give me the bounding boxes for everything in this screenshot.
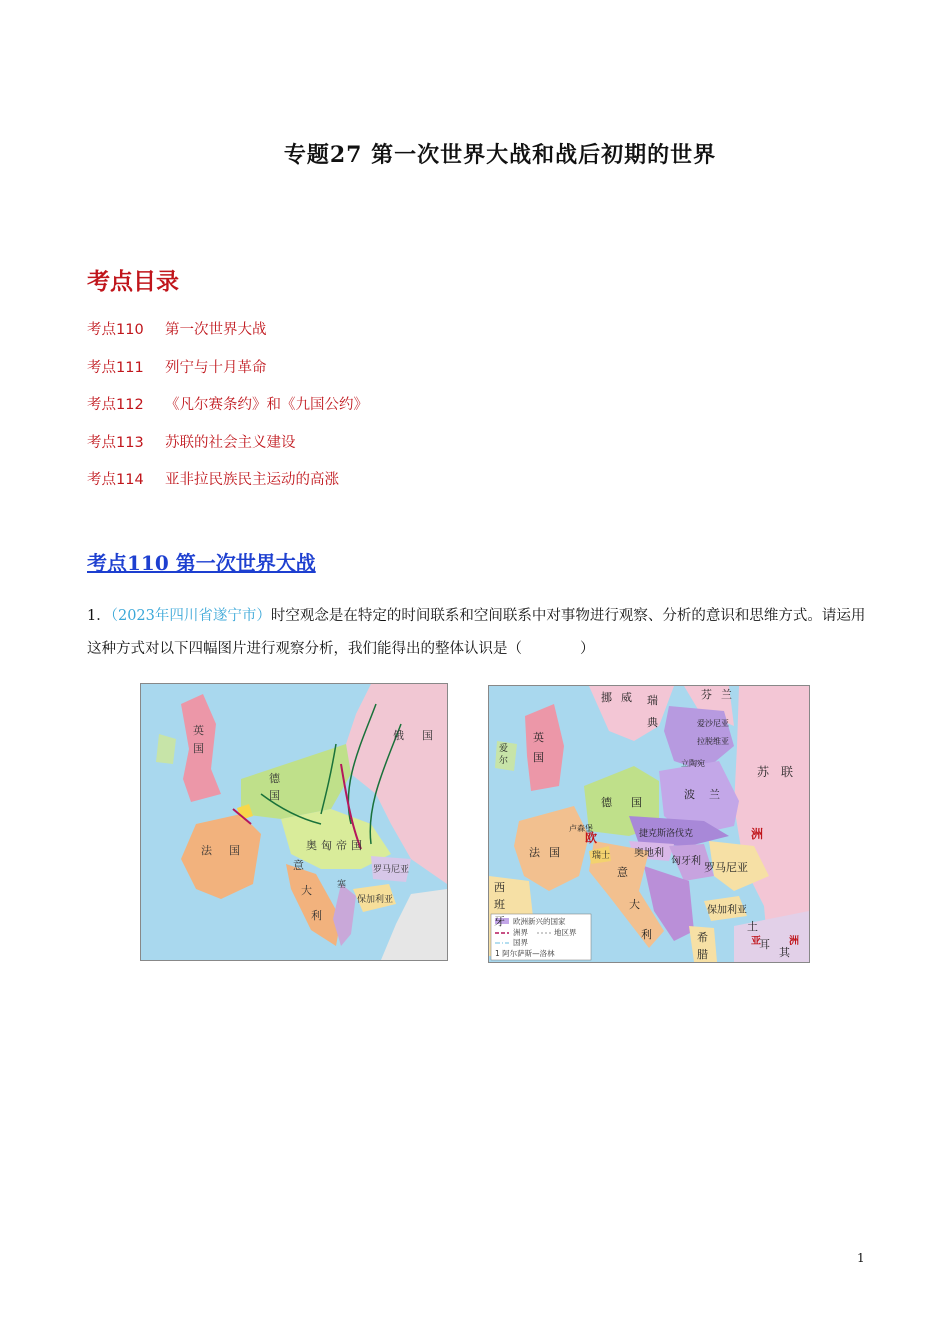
map1-label: 匈 xyxy=(321,839,332,852)
toc-item-text: 苏联的社会主义建设 xyxy=(165,434,296,451)
map1-label: 国 xyxy=(269,789,280,802)
map2-legend-item: 洲界 xyxy=(513,928,528,937)
map1-label: 俄 xyxy=(393,729,404,742)
question-text: 时空观念是在特定的时间联系和空间联系中对事物进行观察、分析的意识和思维方式。请运用这种方式对以下四幅图片进行观察分析，我们能得出的整体认识是（ ） xyxy=(87,608,866,657)
toc-item-number: 考点114 xyxy=(87,472,144,488)
question-1 xyxy=(87,600,867,666)
map2-legend-item: 国界 xyxy=(513,938,528,947)
map1-label: 国 xyxy=(193,742,204,755)
map2-label: 大 xyxy=(629,898,640,911)
toc-item-number: 考点110 xyxy=(87,322,144,338)
map2-label: 国 xyxy=(549,846,560,859)
map2-label: 典 xyxy=(647,716,658,729)
map1-label: 大 xyxy=(301,884,312,897)
map2-label: 苏 xyxy=(757,765,770,779)
toc-item-text: 《凡尔赛条约》和《九国公约》 xyxy=(165,397,368,413)
map2-label: 班 xyxy=(494,898,505,911)
map1-label: 意 xyxy=(293,859,304,872)
map2-legend-item: 地区界 xyxy=(554,928,577,937)
map2-label: 芬 xyxy=(701,688,712,701)
toc-item[interactable] xyxy=(87,431,368,469)
map2-label: 希 xyxy=(697,931,708,944)
map2-label: 波 xyxy=(684,788,695,801)
page-title: 专题27 第一次世界大战和战后初期的世界 xyxy=(283,142,717,168)
map2-label: 欧 xyxy=(585,831,598,845)
toc-list xyxy=(87,318,368,506)
question-number: 1． xyxy=(87,608,111,624)
toc-item-text: 第一次世界大战 xyxy=(165,322,267,338)
map2-legend-item: 1 阿尔萨斯—洛林 xyxy=(495,949,555,958)
toc-item[interactable] xyxy=(87,356,368,394)
map2-label: 奥地利 xyxy=(634,848,664,859)
map2-label: 瑞士 xyxy=(592,851,611,861)
map2-label: 尔 xyxy=(499,756,509,766)
toc-item[interactable] xyxy=(87,318,368,356)
map1-label: 法 xyxy=(201,844,212,857)
toc-item[interactable] xyxy=(87,393,368,431)
map2-label: 法 xyxy=(529,846,540,859)
map1-label: 罗马尼亚 xyxy=(373,865,410,875)
map2-label: 亚 xyxy=(751,936,761,947)
map2-label: 英 xyxy=(533,731,544,744)
map1-label: 保加利亚 xyxy=(357,895,394,905)
map2-label: 罗马尼亚 xyxy=(704,861,748,874)
map1-label: 德 xyxy=(269,772,280,785)
map-postwar-europe xyxy=(488,685,810,963)
map2-label: 爱 xyxy=(499,744,509,754)
toc-item-number: 考点112 xyxy=(87,397,144,413)
map1-label: 国 xyxy=(229,844,240,857)
map2-label: 拉脱维亚 xyxy=(697,737,729,746)
map2-label: 土 xyxy=(747,920,758,933)
map2-label: 其 xyxy=(779,946,790,959)
section-heading-link[interactable]: 考点110 第一次世界大战 xyxy=(87,551,316,575)
map1-label: 英 xyxy=(193,724,204,737)
map2-label: 威 xyxy=(621,691,632,704)
map2-label: 兰 xyxy=(721,688,732,701)
map2-label: 保加利亚 xyxy=(707,905,747,916)
map2-label: 耳 xyxy=(759,938,770,951)
toc-item-number: 考点111 xyxy=(87,359,144,376)
map2-label: 腊 xyxy=(697,948,708,961)
map1-label: 塞 xyxy=(337,880,347,890)
map1-label: 利 xyxy=(311,909,322,922)
map1-label: 国 xyxy=(351,839,362,852)
map2-label: 利 xyxy=(641,928,652,941)
question-source: （2023年四川省遂宁市） xyxy=(110,608,271,624)
map1-label: 帝 xyxy=(336,839,347,852)
map2-label: 意 xyxy=(617,866,628,879)
map-wwi-europe xyxy=(140,683,448,961)
map2-label: 挪 xyxy=(601,691,612,704)
map1-label: 国 xyxy=(422,729,433,742)
toc-item[interactable] xyxy=(87,468,368,506)
map1-label: 奥 xyxy=(306,839,317,852)
map2-label: 匈牙利 xyxy=(671,856,701,867)
toc-heading: 考点目录 xyxy=(87,269,179,295)
map2-label: 德 xyxy=(601,796,612,809)
map2-label: 立陶宛 xyxy=(681,759,705,768)
map2-label: 洲 xyxy=(789,936,799,947)
map2-label: 洲 xyxy=(751,827,764,841)
map2-label: 西 xyxy=(494,881,505,894)
toc-item-text: 亚非拉民族民主运动的高涨 xyxy=(165,472,339,488)
map2-label: 牙 xyxy=(494,915,505,928)
map2-legend-item: 欧洲新兴的国家 xyxy=(513,917,566,926)
map2-label: 国 xyxy=(533,751,544,764)
map2-label: 卢森堡 xyxy=(569,824,593,833)
map2-label: 捷克斯洛伐克 xyxy=(639,829,694,839)
toc-item-text: 列宁与十月革命 xyxy=(165,359,267,376)
map2-label: 国 xyxy=(631,796,642,809)
page-number: 1 xyxy=(857,1251,865,1265)
map2-label: 兰 xyxy=(709,788,720,801)
map2-label: 联 xyxy=(781,765,794,779)
toc-item-number: 考点113 xyxy=(87,434,144,451)
map2-label: 瑞 xyxy=(647,694,658,707)
map2-label: 爱沙尼亚 xyxy=(697,719,729,728)
